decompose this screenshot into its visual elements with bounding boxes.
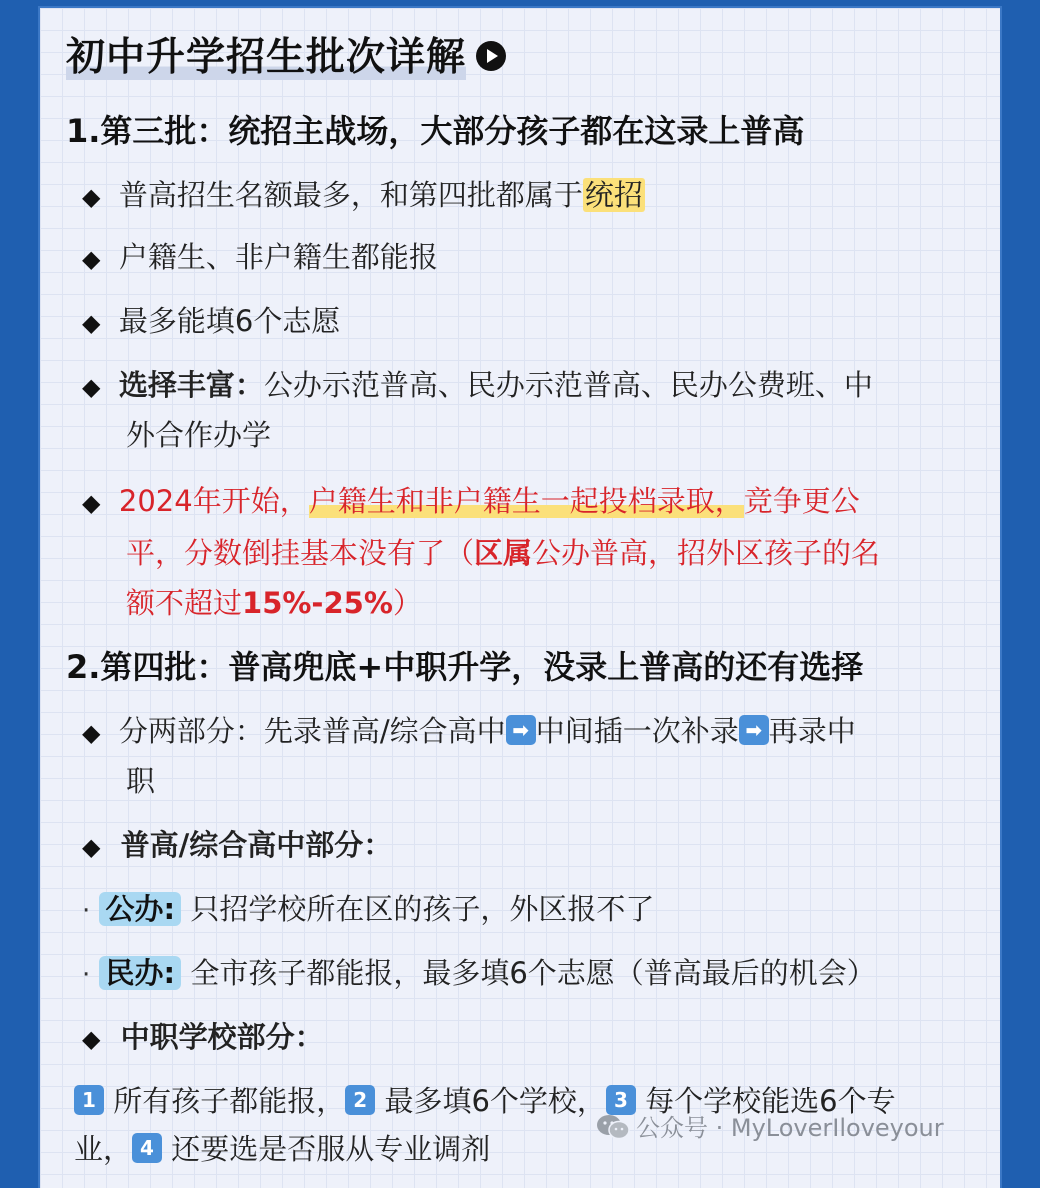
diamond-bullet-icon: ◆ [82, 309, 101, 337]
section2-bullet-3: ◆ 中职学校部分： [82, 1020, 324, 1054]
diamond-bullet-icon: ◆ [82, 1025, 101, 1053]
vocational-points-line1: 1 所有孩子都能报， 2 最多填6个学校， 3 每个学校能选6个专 [74, 1076, 896, 1126]
content-card [40, 8, 1000, 1188]
highlight-policy: 户籍生和非户籍生一起投档录取， [308, 484, 744, 518]
public-school-row: · 公办: 只招学校所在区的孩子，外区报不了 [82, 892, 655, 926]
section1-bullet-2: ◆ 户籍生、非户籍生都能报 [82, 240, 438, 274]
section1-bullet-5: ◆ 2024年开始，户籍生和非户籍生一起投档录取，竞争更公 [82, 484, 860, 518]
right-arrow-icon: ➡ [739, 715, 769, 745]
section2-heading: 2.第四批：普高兜底+中职升学，没录上普高的还有选择 [66, 648, 864, 686]
private-school-row: · 民办: 全市孩子都能报，最多填6个志愿（普高最后的机会） [82, 956, 876, 990]
section1-bullet-4: ◆ 选择丰富：公办示范普高、民办示范普高、民办公费班、中 [82, 368, 873, 402]
section1-bullet-1: ◆ 普高招生名额最多，和第四批都属于统招 [82, 178, 643, 212]
diamond-bullet-icon: ◆ [82, 245, 101, 273]
section1-bullet-5-line2: 平，分数倒挂基本没有了（区属公办普高，招外区孩子的名 [126, 536, 881, 570]
wechat-icon [596, 1114, 630, 1140]
section1-bullet-4-cont: 外合作办学 [126, 418, 272, 452]
vocational-points-line2: 业， 4 还要选是否服从专业调剂 [74, 1132, 491, 1166]
diamond-bullet-icon: ◆ [82, 489, 101, 517]
section2-bullet-2: ◆ 普高/综合高中部分： [82, 828, 393, 862]
diamond-bullet-icon: ◆ [82, 719, 101, 747]
diamond-bullet-icon: ◆ [82, 833, 101, 861]
dot-bullet-icon: · [82, 896, 91, 926]
play-icon[interactable] [476, 41, 506, 71]
diamond-bullet-icon: ◆ [82, 373, 101, 401]
public-tag: 公办: [99, 892, 181, 926]
section2-bullet-1: ◆ 分两部分：先录普高/综合高中 ➡ 中间插一次补录 ➡ 再录中 [82, 714, 856, 748]
section1-heading: 1.第三批：统招主战场，大部分孩子都在这录上普高 [66, 112, 805, 150]
number-3-icon: 3 [606, 1085, 636, 1115]
private-tag: 民办: [99, 956, 181, 990]
watermark: 公众号 · MyLoverIloveyour [596, 1108, 944, 1143]
section2-bullet-1-cont: 职 [126, 764, 156, 798]
number-1-icon: 1 [74, 1085, 104, 1115]
section1-bullet-5-line3: 额不超过15%-25%） [126, 586, 422, 620]
page-title: 初中升学招生批次详解 [66, 26, 506, 82]
number-2-icon: 2 [345, 1085, 375, 1115]
number-4-icon: 4 [132, 1133, 162, 1163]
section1-bullet-3: ◆ 最多能填6个志愿 [82, 304, 341, 338]
highlight-tongzhao: 统招 [584, 178, 643, 212]
diamond-bullet-icon: ◆ [82, 183, 101, 211]
right-arrow-icon: ➡ [506, 715, 536, 745]
dot-bullet-icon: · [82, 960, 91, 990]
